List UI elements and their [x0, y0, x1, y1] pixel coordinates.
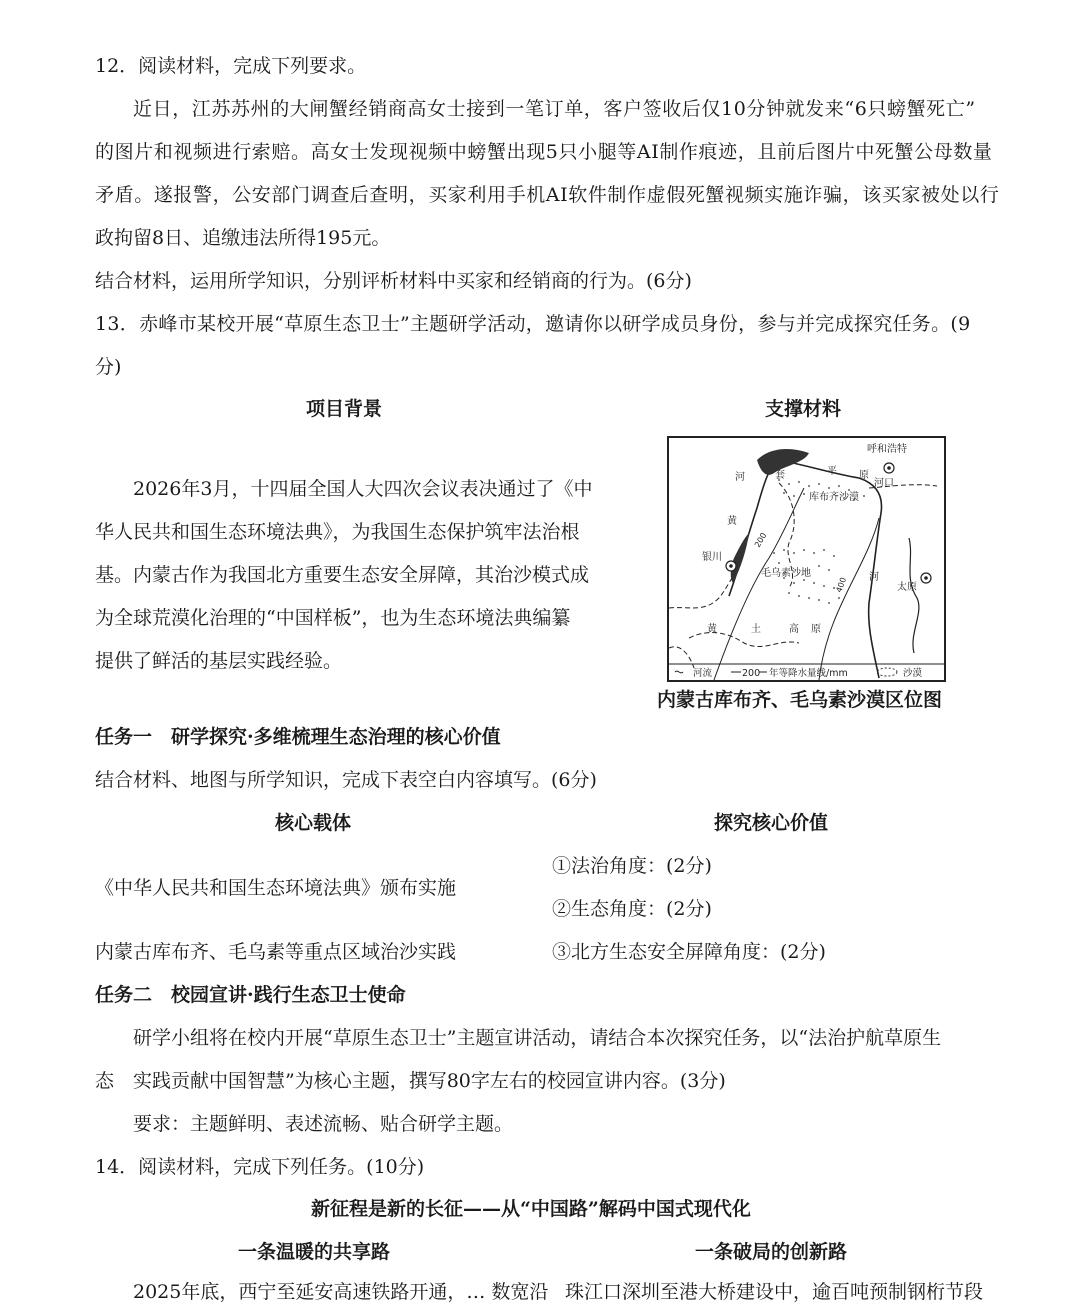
table-value-1: ①法治角度：(2分) — [552, 855, 712, 877]
q14-left-text-cut: 2025年底，西宁至延安高速铁路开通，… 数宽沿 — [133, 1281, 549, 1303]
location-map — [667, 436, 946, 682]
label-huang: 黄 — [727, 516, 737, 527]
task1-instruction: 结合材料、地图与所学知识，完成下表空白内容填写。(6分) — [95, 769, 597, 791]
label-yuan2: 原 — [811, 624, 821, 635]
q12-head: 12．阅读材料，完成下列要求。 — [95, 55, 367, 77]
yinchuan-plain — [731, 533, 749, 583]
label-ping: 平 — [827, 466, 837, 477]
background-line3: 基。内蒙古作为我国北方重要生态安全屏障，其治沙模式成 — [95, 564, 590, 586]
support-title: 支撑材料 — [765, 398, 842, 420]
task2-title: 任务二 校园宣讲·践行生态卫士使命 — [95, 984, 406, 1006]
boundary-3 — [689, 633, 799, 647]
q14-title: 新征程是新的长征——从“中国路”解码中国式现代化 — [311, 1198, 751, 1220]
table-carrier-1: 《中华人民共和国生态环境法典》颁布实施 — [95, 877, 457, 899]
q14-left-subtitle: 一条温暖的共享路 — [238, 1241, 391, 1263]
label-he: 河 — [735, 472, 745, 483]
table-header-carrier: 核心载体 — [275, 812, 352, 834]
q14-head: 14．阅读材料，完成下列任务。(10分) — [95, 1156, 425, 1178]
boundary-1 — [669, 568, 739, 608]
label-mu-us: 毛乌素沙地 — [761, 568, 811, 579]
task2-requirement: 要求：主题鲜明、表述流畅、贴合研学主题。 — [133, 1113, 514, 1135]
background-line2: 华人民共和国生态环境法典》，为我国生态保护筑牢法治根 — [95, 521, 580, 543]
q12-question: 结合材料，运用所学知识，分别评析材料中买家和经销商的行为。(6分) — [95, 270, 692, 292]
table-value-3: ③北方生态安全屏障角度：(2分) — [552, 941, 826, 963]
background-line1: 2026年3月，十四届全国人大四次会议表决通过了《中 — [133, 478, 593, 500]
label-taiyuan: 太原 — [897, 582, 917, 593]
q12-para-line4: 政拘留8日、追缴违法所得195元。 — [95, 227, 391, 249]
q13-head-line2: 分) — [95, 356, 122, 378]
q12-para-line3: 矛盾。遂报警，公安部门调查后查明，买家利用手机AI软件制作虚假死蟹视频实施诈骗，该买家被处以行 — [95, 184, 1000, 206]
map-caption: 内蒙古库布齐、毛乌素沙漠区位图 — [657, 689, 943, 711]
label-kubuqi: 库布齐沙漠 — [809, 492, 859, 503]
legend-river: 河流 — [693, 668, 713, 679]
q13-head-line1: 13．赤峰市某校开展“草原生态卫士”主题研学活动，邀请你以研学成员身份，参与并完成探究任务。(9 — [95, 313, 971, 335]
river-taiyuan — [909, 538, 919, 653]
legend-desert: 沙漠 — [903, 668, 923, 679]
label-iso200: 200 — [752, 531, 769, 549]
label-hekou: 河口 — [874, 478, 894, 489]
legend-isohyet: 年等降水量线/mm — [769, 668, 848, 679]
label-iso400: 400 — [834, 576, 849, 594]
task1-title: 任务一 研学探究·多维梳理生态治理的核心价值 — [95, 726, 501, 748]
boundary-5 — [669, 647, 694, 668]
background-title: 项目背景 — [306, 398, 383, 420]
background-line5: 提供了鲜活的基层实践经验。 — [95, 650, 343, 672]
q12-para-line2: 的图片和视频进行索赔。高女士发现视频中螃蟹出现5只小腿等AI制作痕迹，且前后图片中死蟹公母数量 — [95, 141, 993, 163]
label-hohhot: 呼和浩特 — [867, 444, 907, 455]
map-svg — [669, 438, 944, 680]
label-gao: 高 — [789, 624, 799, 635]
background-line4: 为全球荒漠化治理的“中国样板”，也为生态环境法典编纂 — [95, 607, 571, 629]
label-yuan: 原 — [859, 470, 869, 481]
label-tao: 套 — [775, 470, 785, 481]
table-header-value: 探究核心价值 — [714, 812, 829, 834]
legend-isohyet-value: 200 — [742, 668, 761, 679]
task2-line2: 态 实践贡献中国智慧”为核心主题，撰写80字左右的校园宣讲内容。(3分) — [95, 1070, 726, 1092]
q14-right-text-cut: 珠江口深圳至港大桥建设中，逾百吨预制钢桁节段 — [565, 1281, 984, 1303]
label-yinchuan: 银川 — [702, 552, 722, 563]
table-value-2: ②生态角度：(2分) — [552, 898, 712, 920]
table-carrier-2: 内蒙古库布齐、毛乌素等重点区域治沙实践 — [95, 941, 457, 963]
q14-right-subtitle: 一条破局的创新路 — [695, 1241, 848, 1263]
label-tu: 土 — [751, 624, 761, 635]
label-he2: 河 — [869, 572, 879, 583]
task2-line1: 研学小组将在校内开展“草原生态卫士”主题宣讲活动，请结合本次探究任务，以“法治护航草原生 — [133, 1027, 942, 1049]
label-huang2: 黄 — [707, 624, 717, 635]
q12-para-line1: 近日，江苏苏州的大闸蟹经销商高女士接到一笔订单，客户签收后仅10分钟就发来“6只螃蟹死亡” — [133, 98, 976, 120]
